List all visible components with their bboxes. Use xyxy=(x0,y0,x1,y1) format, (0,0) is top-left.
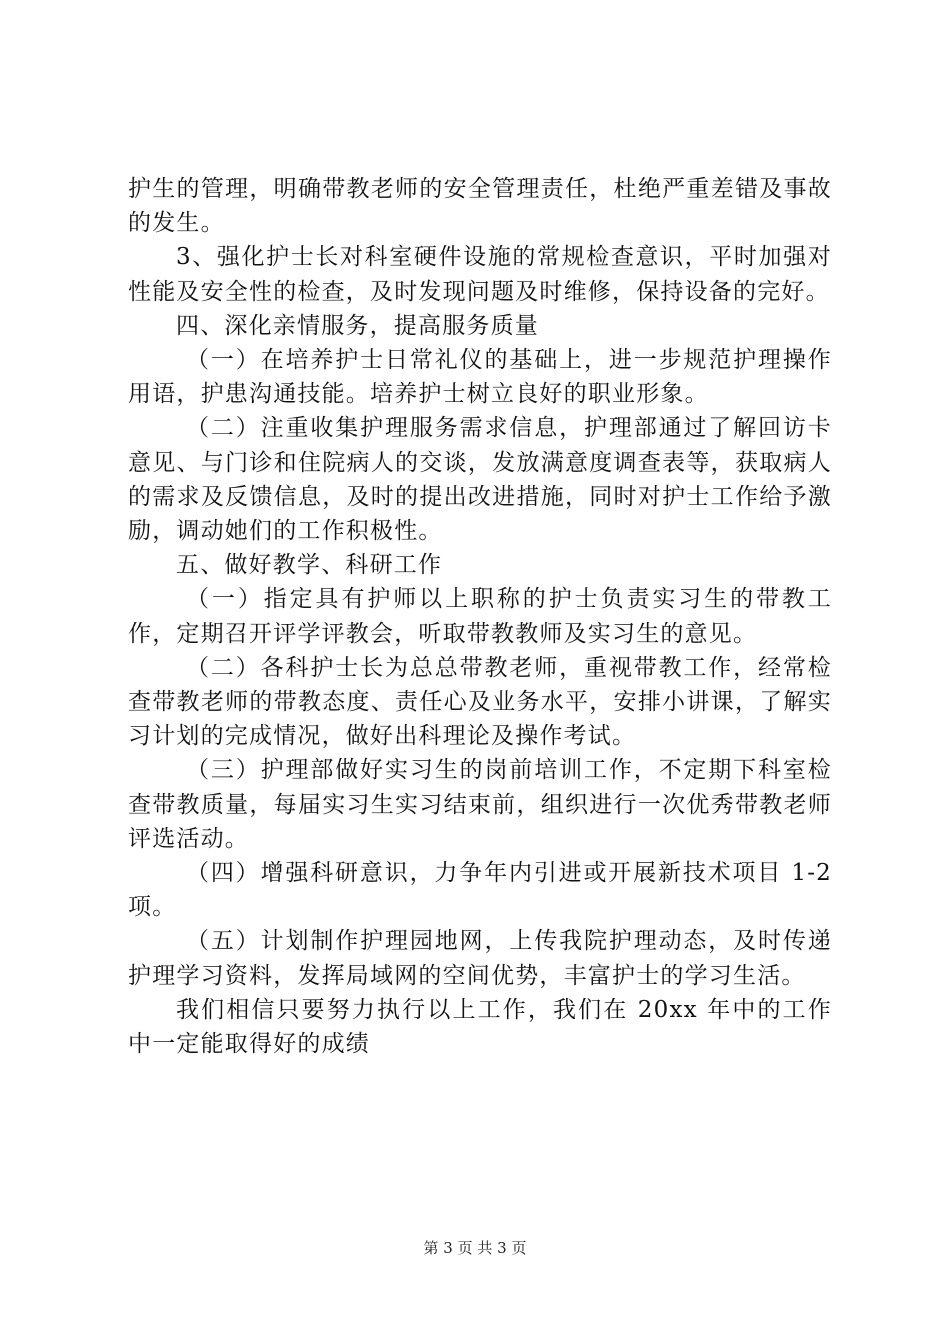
paragraph-4-1: （一）在培养护士日常礼仪的基础上，进一步规范护理操作用语，护患沟通技能。培养护士树立良好的职业形象。 xyxy=(128,347,832,408)
paragraph-5-1: （一）指定具有护师以上职称的护士负责实习生的带教工作，定期召开评学评教会，听取带教教师及实习生的意见。 xyxy=(128,586,832,647)
closing-paragraph: 我们相信只要努力执行以上工作，我们在 20xx 年中的工作中一定能取得好的成绩 xyxy=(128,996,832,1058)
paragraph-5-3: （三）护理部做好实习生的岗前培训工作，不定期下科室检查带教质量，每届实习生实习结束前，组织进行一次优秀带教老师评选活动。 xyxy=(128,757,832,852)
paragraph-5-5: （五）计划制作护理园地网，上传我院护理动态，及时传递护理学习资料，发挥局域网的空间优势，丰富护士的学习生活。 xyxy=(128,928,832,989)
paragraph-continuation: 护生的管理，明确带教老师的安全管理责任，杜绝严重差错及事故的发生。 xyxy=(128,176,832,237)
section-heading-5: 五、做好教学、科研工作 xyxy=(176,552,443,579)
document-body xyxy=(128,172,832,1061)
page-footer: 第 3 页 共 3 页 xyxy=(423,1239,527,1257)
paragraph-5-2: （二）各科护士长为总总带教老师，重视带教工作，经常检查带教老师的带教态度、责任心及业务水平，安排小讲课，了解实习计划的完成情况，做好出科理论及操作考试。 xyxy=(128,654,832,750)
section-heading-4: 四、深化亲情服务，提高服务质量 xyxy=(176,312,539,339)
paragraph-item-3: 3、强化护士长对科室硬件设施的常规检查意识，平时加强对性能及安全性的检查，及时发现问题及时维修，保持设备的完好。 xyxy=(128,244,832,305)
paragraph-4-2: （二）注重收集护理服务需求信息，护理部通过了解回访卡意见、与门诊和住院病人的交谈，发放满意度调查表等，获取病人的需求及反馈信息，及时的提出改进措施，同时对护士工作给予激励，调动她们的工作积极性。 xyxy=(128,415,832,545)
paragraph-5-4: （四）增强科研意识，力争年内引进或开展新技术项目 1-2 项。 xyxy=(128,860,832,921)
